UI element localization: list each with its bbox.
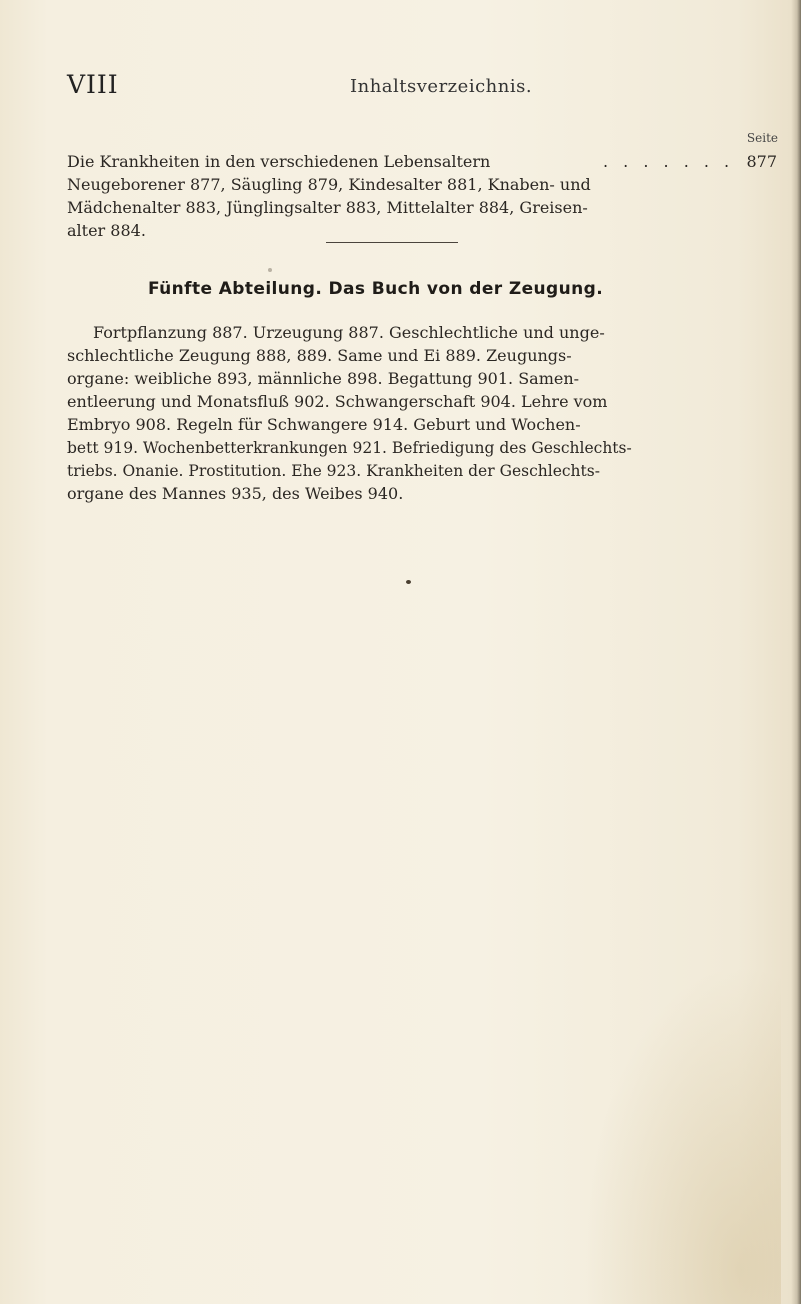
section-heading: Fünfte Abteilung. Das Buch von der Zeugung. bbox=[148, 279, 604, 299]
ink-speck bbox=[268, 268, 272, 272]
seite-label: Seite bbox=[746, 131, 778, 145]
running-title: Inhaltsverzeichnis. bbox=[350, 76, 533, 97]
section-line: bett 919. Wochenbetterkrankungen 921. Befriedigung des Geschlechts- bbox=[67, 439, 632, 457]
section-line: organe des Mannes 935, des Weibes 940. bbox=[67, 484, 404, 503]
section-line: entleerung und Monatsfluß 902. Schwangerschaft 904. Lehre vom bbox=[67, 392, 608, 411]
ink-speck bbox=[406, 580, 411, 584]
toc-entry bbox=[67, 152, 777, 174]
leader-dots: . . . . . . . bbox=[603, 152, 735, 171]
section-line: schlechtliche Zeugung 888, 889. Same und Ei 889. Zeugungs- bbox=[67, 346, 572, 365]
entry-line: Neugeborener 877, Säugling 879, Kindesalter 881, Knaben- und bbox=[67, 175, 591, 194]
toc-entry-title: Die Krankheiten in den verschiedenen Lebensaltern bbox=[67, 152, 491, 171]
toc-entry-page: 877 bbox=[746, 152, 777, 171]
entry-line: Mädchenalter 883, Jünglingsalter 883, Mittelalter 884, Greisen- bbox=[67, 198, 588, 217]
entry-line: alter 884. bbox=[67, 221, 146, 240]
section-line: Fortpflanzung 887. Urzeugung 887. Geschlechtliche und unge- bbox=[93, 323, 605, 342]
page-number: VIII bbox=[67, 70, 119, 99]
section-line: Embryo 908. Regeln für Schwangere 914. Geburt und Wochen- bbox=[67, 415, 581, 434]
section-divider bbox=[326, 242, 458, 243]
section-line: triebs. Onanie. Prostitution. Ehe 923. Krankheiten der Geschlechts- bbox=[67, 462, 600, 480]
page-edge bbox=[791, 0, 801, 1304]
paper-stain bbox=[581, 964, 781, 1304]
section-line: organe: weibliche 893, männliche 898. Begattung 901. Samen- bbox=[67, 369, 580, 388]
